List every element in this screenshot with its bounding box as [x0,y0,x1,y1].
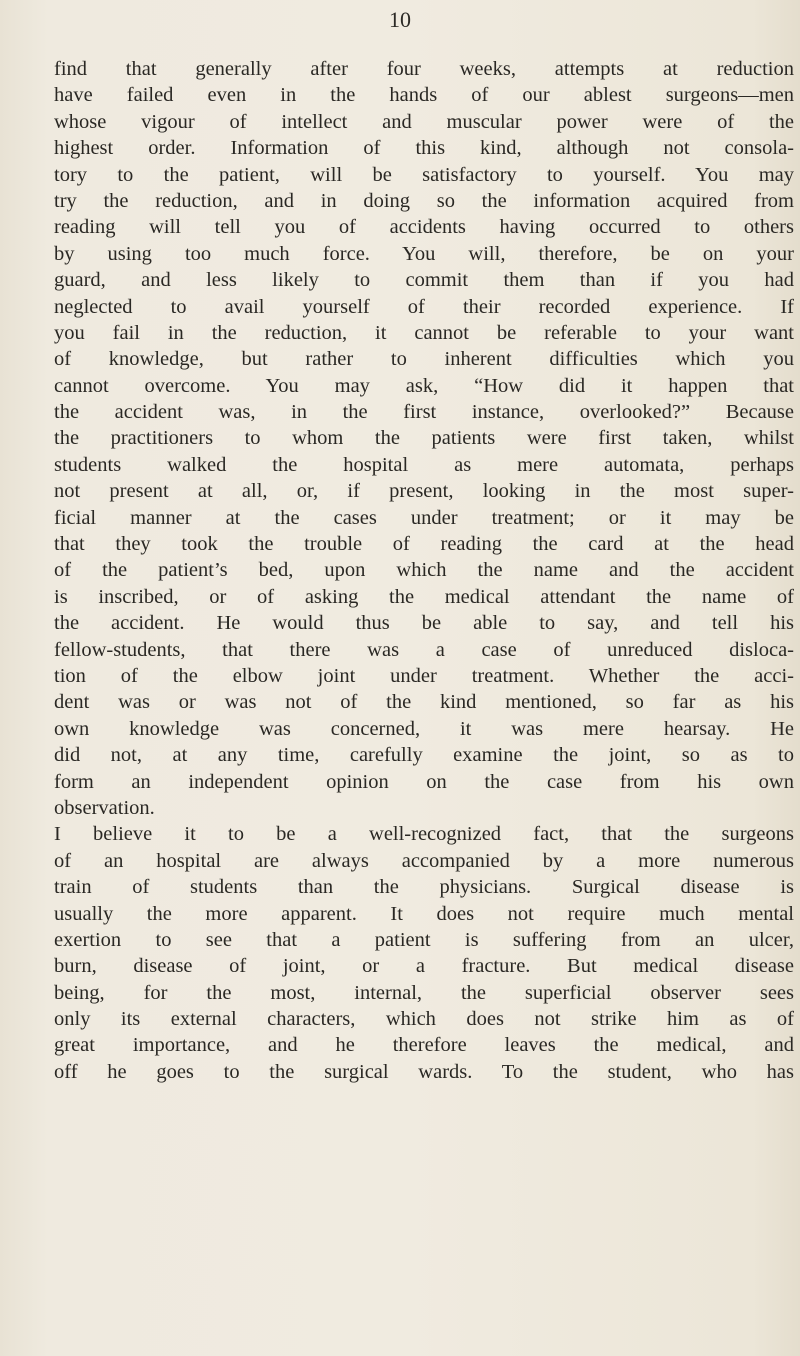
text-line: train of students than the physicians. Surgical disease is [54,876,794,899]
text-line: you fail in the reduction, it cannot be referable to your want [54,321,794,344]
text-line: only its external characters, which does not strike him as of [54,1008,794,1031]
text-line: did not, at any time, carefully examine the joint, so as to [54,744,794,767]
text-line: find that generally after four weeks, attempts at reduction [54,58,794,80]
text-line: by using too much force. You will, therefore, be on your [54,242,794,265]
text-line: exertion to see that a patient is suffering from an ulcer, [54,928,794,951]
text-line: being, for the most, internal, the superficial observer sees [54,981,794,1004]
text-line: own knowledge was concerned, it was mere hearsay. He [54,717,794,740]
text-line: the accident was, in the first instance, overlooked?” Because [54,401,794,424]
page-number: 10 [389,7,411,32]
body-text [54,56,794,1085]
text-line: students walked the hospital as mere automata, perhaps [54,453,794,476]
text-line: is inscribed, or of asking the medical attendant the name of [54,585,794,608]
text-line: the practitioners to whom the patients were first taken, whilst [54,427,794,450]
text-line: form an independent opinion on the case from his own [54,770,794,793]
text-line: highest order. Information of this kind, although not consola- [54,137,794,160]
text-line: burn, disease of joint, or a fracture. But medical disease [54,955,794,978]
text-line: fellow-students, that there was a case of unreduced disloca- [54,638,794,661]
text-line: I believe it to be a well-recognized fact, that the surgeons [54,823,794,846]
text-line: cannot overcome. You may ask, “How did it happen that [54,374,794,397]
text-line: observation. [54,796,155,819]
text-line: dent was or was not of the kind mentioned, so far as his [54,691,794,714]
text-line: not present at all, or, if present, looking in the most super- [54,480,794,503]
text-line: neglected to avail yourself of their recorded experience. If [54,295,794,318]
text-line: tory to the patient, will be satisfactory to yourself. You may [54,163,794,186]
text-line: usually the more apparent. It does not require much mental [54,902,794,925]
text-line: try the reduction, and in doing so the information acquired from [54,189,794,212]
text-line: reading will tell you of accidents having occurred to others [54,216,794,239]
text-line: great importance, and he therefore leaves the medical, and [54,1034,794,1057]
text-line: of an hospital are always accompanied by a more numerous [54,849,794,872]
text-line: that they took the trouble of reading the card at the head [54,533,794,556]
text-line: ficial manner at the cases under treatment; or it may be [54,506,794,529]
text-line: whose vigour of intellect and muscular power were of the [54,110,794,133]
text-line: tion of the elbow joint under treatment. Whether the acci- [54,664,794,687]
text-line: guard, and less likely to commit them than if you had [54,269,794,292]
text-line: have failed even in the hands of our ablest surgeons—men [54,84,794,107]
text-line: of the patient’s bed, upon which the name and the accident [54,559,794,582]
text-line: the accident. He would thus be able to say, and tell his [54,612,794,635]
text-line: of knowledge, but rather to inherent difficulties which you [54,348,794,371]
text-line: off he goes to the surgical wards. To the student, who has [54,1060,794,1083]
